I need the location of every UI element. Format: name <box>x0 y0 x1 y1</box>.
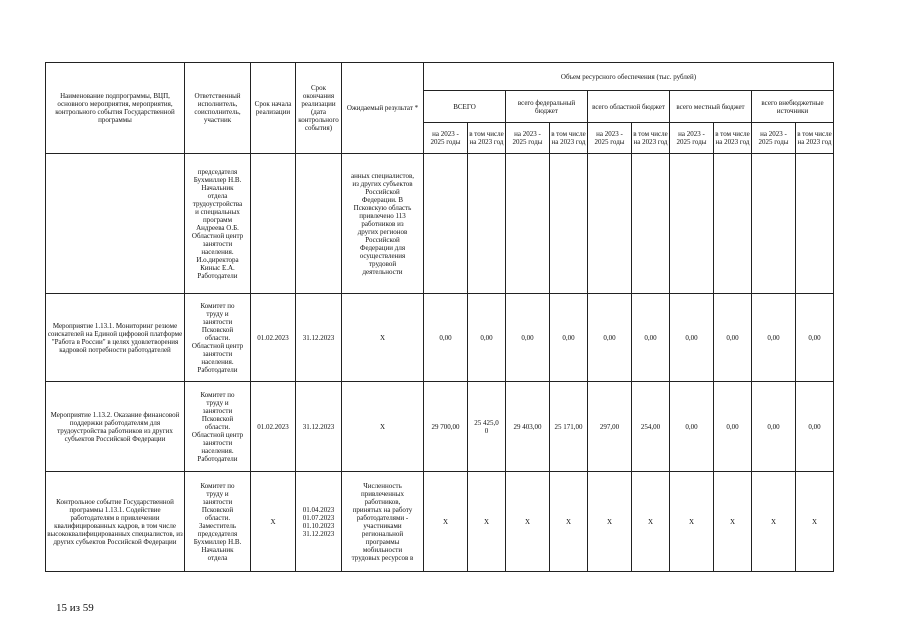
row-responsible: Комитет по труду и занятости Псковской области. Областной центр занятости населения. Работодатели <box>185 294 251 382</box>
value-cell: 29 700,00 <box>424 382 468 472</box>
row-name <box>46 154 185 294</box>
header-result: Ожидаемый результат * <box>342 63 424 154</box>
row-responsible: Комитет по труду и занятости Псковской области. Заместитель председателя Бухмиллер Н.В. Начальник отдела <box>185 472 251 572</box>
sub-year: в том числе на 2023 год <box>468 123 506 154</box>
header-resources: Объем ресурсного обеспечения (тыс. рублей) <box>424 63 834 91</box>
header-group-offbudget: всего внебюджетные источники <box>752 91 834 123</box>
row-name: Мероприятие 1.13.1. Мониторинг резюме соискателей на Единой цифровой платформе "Работа в России" в целях удовлетворения кадровой потребности работодателей <box>46 294 185 382</box>
value-cell: X <box>588 472 632 572</box>
table-row <box>46 294 834 382</box>
row-end: 01.04.2023 01.07.2023 01.10.2023 31.12.2023 <box>296 472 342 572</box>
table-row <box>46 472 834 572</box>
row-result: анных специалистов, из других субъектов Российской Федерации. В Псковскую область привлечено 113 работников из других регионов Российской Федерации для осуществления трудовой деятельности <box>342 154 424 294</box>
row-end: 31.12.2023 <box>296 294 342 382</box>
sub-total: на 2023 - 2025 годы <box>670 123 714 154</box>
value-cell: X <box>468 472 506 572</box>
value-cell: 25 171,00 <box>550 382 588 472</box>
value-cell: 0,00 <box>424 294 468 382</box>
page-number: 15 из 59 <box>56 602 94 614</box>
sub-total: на 2023 - 2025 годы <box>588 123 632 154</box>
row-name: Контрольное событие Государственной программы 1.13.1. Содействие работодателям в привлечении квалифицированных кадров, в том числе высококвалифицированных специалистов, из других субъектов Российской Федерации <box>46 472 185 572</box>
value-cell: 297,00 <box>588 382 632 472</box>
value-cell <box>506 154 550 294</box>
row-responsible: председателя Бухмиллер Н.В. Начальник отдела трудоустройства и специальных программ Андреева О.Б. Областной центр занятости населения. И.о.директора Киныс Е.А. Работодатели <box>185 154 251 294</box>
value-cell: 0,00 <box>796 294 834 382</box>
value-cell: 0,00 <box>588 294 632 382</box>
value-cell <box>588 154 632 294</box>
sub-year: в том числе на 2023 год <box>796 123 834 154</box>
header-name: Наименование подпрограммы, ВЦП, основного мероприятия, мероприятия, контрольного события Государственной программы <box>46 63 185 154</box>
table-row <box>46 154 834 294</box>
row-result: X <box>342 382 424 472</box>
value-cell: X <box>632 472 670 572</box>
value-cell <box>424 154 468 294</box>
sub-year: в том числе на 2023 год <box>550 123 588 154</box>
row-start: 01.02.2023 <box>251 382 296 472</box>
row-result: X <box>342 294 424 382</box>
header-group-total: ВСЕГО <box>424 91 506 123</box>
value-cell <box>796 154 834 294</box>
row-name: Мероприятие 1.13.2. Оказание финансовой поддержки работодателям для трудоустройства работников из других субъектов Российской Федерации <box>46 382 185 472</box>
header-responsible: Ответственный исполнитель, соисполнитель, участник <box>185 63 251 154</box>
value-cell: 0,00 <box>752 294 796 382</box>
value-cell: 0,00 <box>632 294 670 382</box>
header-row-1 <box>46 63 834 91</box>
row-result: Численность привлеченных работников, принятых на работу работодателями - участниками региональной программы мобильности трудовых ресурсов в <box>342 472 424 572</box>
value-cell: X <box>424 472 468 572</box>
sub-total: на 2023 - 2025 годы <box>424 123 468 154</box>
value-cell: 0,00 <box>796 382 834 472</box>
value-cell: X <box>506 472 550 572</box>
value-cell <box>670 154 714 294</box>
header-group-local: всего местный бюджет <box>670 91 752 123</box>
value-cell: X <box>670 472 714 572</box>
row-end <box>296 154 342 294</box>
header-group-regional: всего областной бюджет <box>588 91 670 123</box>
row-start: 01.02.2023 <box>251 294 296 382</box>
value-cell <box>752 154 796 294</box>
sub-total: на 2023 - 2025 годы <box>506 123 550 154</box>
header-start: Срок начала реализации <box>251 63 296 154</box>
row-responsible: Комитет по труду и занятости Псковской области. Областной центр занятости населения. Работодатели <box>185 382 251 472</box>
value-cell: X <box>714 472 752 572</box>
value-cell: 0,00 <box>714 382 752 472</box>
row-start: X <box>251 472 296 572</box>
value-cell: 0,00 <box>714 294 752 382</box>
value-cell: 0,00 <box>506 294 550 382</box>
value-cell <box>632 154 670 294</box>
value-cell <box>468 154 506 294</box>
value-cell: 0,00 <box>468 294 506 382</box>
row-start <box>251 154 296 294</box>
program-table <box>45 62 834 572</box>
header-group-federal: всего федеральный бюджет <box>506 91 588 123</box>
value-cell: 0,00 <box>752 382 796 472</box>
sub-year: в том числе на 2023 год <box>632 123 670 154</box>
value-cell <box>550 154 588 294</box>
value-cell: 0,00 <box>670 382 714 472</box>
header-end: Срок окончания реализации (дата контрольного события) <box>296 63 342 154</box>
value-cell <box>714 154 752 294</box>
sub-year: в том числе на 2023 год <box>714 123 752 154</box>
value-cell: X <box>550 472 588 572</box>
row-end: 31.12.2023 <box>296 382 342 472</box>
value-cell: 25 425,0 0 <box>468 382 506 472</box>
table-row <box>46 382 834 472</box>
sub-total: на 2023 - 2025 годы <box>752 123 796 154</box>
value-cell: X <box>796 472 834 572</box>
value-cell: 0,00 <box>550 294 588 382</box>
value-cell: 0,00 <box>670 294 714 382</box>
value-cell: 254,00 <box>632 382 670 472</box>
value-cell: X <box>752 472 796 572</box>
value-cell: 29 403,00 <box>506 382 550 472</box>
